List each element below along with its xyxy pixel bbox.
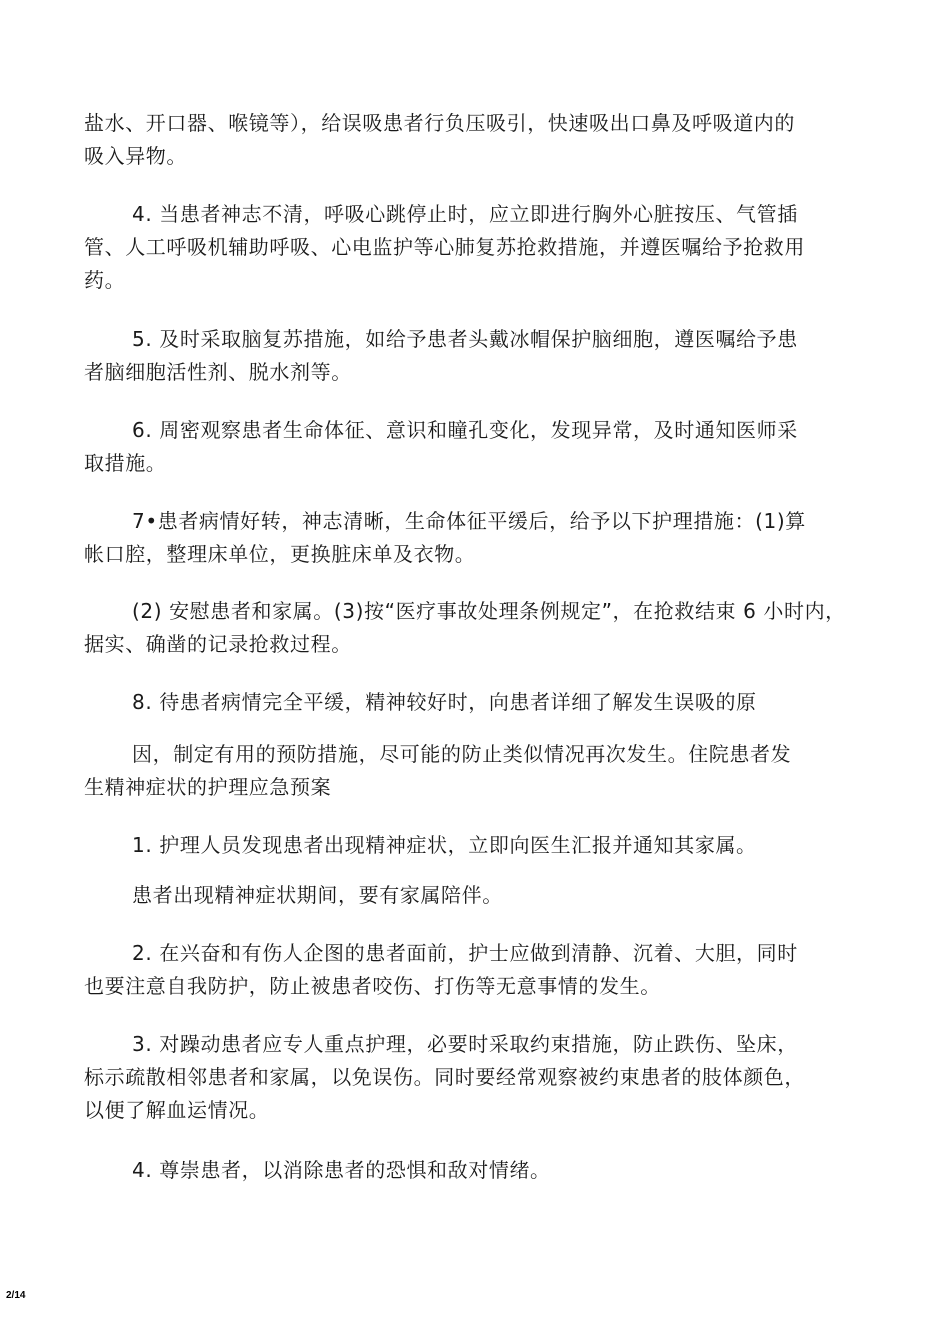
paragraph-item-8 [84, 686, 874, 719]
paragraph-item-7-continued [84, 595, 874, 661]
text-line: 7•患者病情好转，神志清晰，生命体征平缓后，给予以下护理措施：(1)算 [132, 509, 806, 533]
paragraph-item-5-brain-resuscitation [84, 323, 874, 389]
text-line: 吸入异物。 [84, 144, 187, 168]
paragraph-item-6-observation [84, 414, 874, 480]
text-line: 生精神症状的护理应急预案 [84, 775, 332, 799]
paragraph-item-7-care-measures [84, 505, 874, 571]
text-line: 者脑细胞活性剂、脱水剂等。 [84, 360, 352, 384]
paragraph-psych-item-3 [84, 1028, 874, 1127]
text-line: 患者出现精神症状期间，要有家属陪伴。 [132, 883, 503, 907]
text-line: 3. 对躁动患者应专人重点护理，必要时采取约束措施，防止跌伤、坠床， [132, 1032, 798, 1056]
text-line: 以便了解血运情况。 [84, 1098, 270, 1122]
text-line: 取措施。 [84, 451, 167, 475]
page-number: 2/14 [6, 1290, 26, 1301]
text-line: 盐水、开口器、喉镜等），给误吸患者行负压吸引，快速吸出口鼻及呼吸道内的 [84, 111, 795, 135]
text-line: 管、人工呼吸机辅助呼吸、心电监护等心肺复苏抢救措施，并遵医嘱给予抢救用 [84, 235, 805, 259]
paragraph-psych-item-2 [84, 937, 874, 1003]
paragraph-psych-item-1 [84, 829, 874, 862]
paragraph-item-4-cpr [84, 198, 874, 297]
text-line: 药。 [84, 268, 126, 292]
text-line: 帐口腔，整理床单位，更换脏床单及衣物。 [84, 542, 476, 566]
paragraph-psych-item-4 [84, 1154, 874, 1187]
text-line: 5. 及时采取脑复苏措施，如给予患者头戴冰帽保护脑细胞，遵医嘱给予患 [132, 327, 798, 351]
paragraph-suction-continued [84, 107, 874, 173]
text-line: 1. 护理人员发现患者出现精神症状，立即向医生汇报并通知其家属。 [132, 833, 757, 857]
text-line: 2. 在兴奋和有伤人企图的患者面前，护士应做到清静、沉着、大胆，同时 [132, 941, 798, 965]
text-line: 据实、确凿的记录抢救过程。 [84, 632, 352, 656]
text-line: 4. 尊崇患者，以消除患者的恐惧和敌对情绪。 [132, 1158, 551, 1182]
paragraph-psych-family-companion [84, 879, 874, 912]
paragraph-item-8-continued [84, 738, 874, 804]
text-line: 因，制定有用的预防措施，尽可能的防止类似情况再次发生。住院患者发 [132, 742, 792, 766]
text-line: 标示疏散相邻患者和家属，以免误伤。同时要经常观察被约束患者的肢体颜色， [84, 1065, 805, 1089]
text-line: 4. 当患者神志不清，呼吸心跳停止时，应立即进行胸外心脏按压、气管插 [132, 202, 798, 226]
text-line: 也要注意自我防护，防止被患者咬伤、打伤等无意事情的发生。 [84, 974, 661, 998]
text-line: (2) 安慰患者和家属。(3)按“医疗事故处理条例规定”，在抢救结束 6 小时内， [132, 599, 846, 623]
text-line: 6. 周密观察患者生命体征、意识和瞳孔变化，发现异常，及时通知医师采 [132, 418, 798, 442]
text-line: 8. 待患者病情完全平缓，精神较好时，向患者详细了解发生误吸的原 [132, 690, 757, 714]
